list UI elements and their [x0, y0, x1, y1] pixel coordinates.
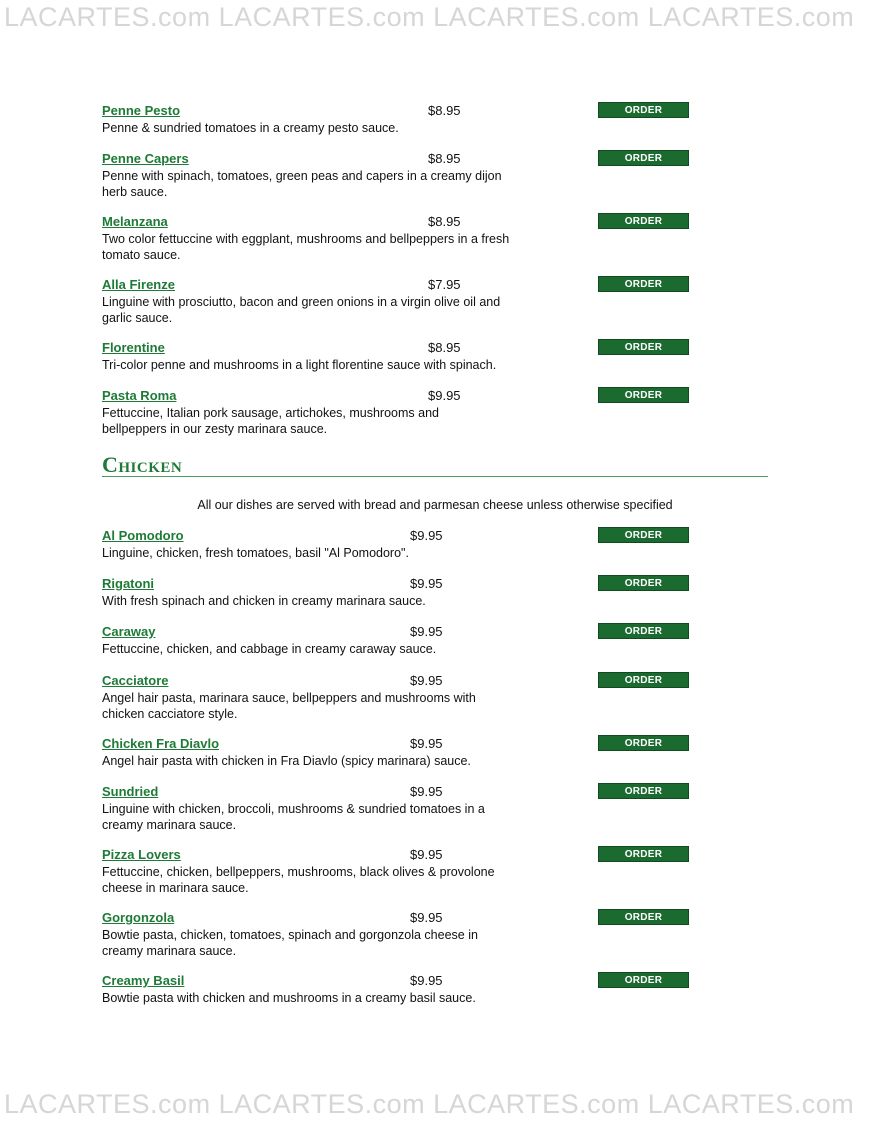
menu-item-price: $8.95	[428, 340, 461, 355]
order-button[interactable]: ORDER	[598, 972, 689, 988]
menu-item-price: $9.95	[410, 576, 443, 591]
order-button[interactable]: ORDER	[598, 623, 689, 639]
order-button[interactable]: ORDER	[598, 339, 689, 355]
section-divider	[102, 476, 768, 477]
menu-item-name[interactable]: Alla Firenze	[102, 277, 175, 292]
menu-item-description: Angel hair pasta with chicken in Fra Diavlo (spicy marinara) sauce.	[102, 754, 471, 768]
menu-item-name[interactable]: Penne Capers	[102, 151, 189, 166]
order-button[interactable]: ORDER	[598, 213, 689, 229]
order-button[interactable]: ORDER	[598, 150, 689, 166]
watermark-top: LACARTES.com LACARTES.com LACARTES.com LACARTES.com	[4, 2, 855, 32]
menu-item-price: $8.95	[428, 103, 461, 118]
watermark-bottom: LACARTES.com LACARTES.com LACARTES.com LACARTES.com	[4, 1089, 855, 1119]
menu-item-name[interactable]: Pizza Lovers	[102, 847, 181, 862]
menu-item-price: $7.95	[428, 277, 461, 292]
menu-item-name[interactable]: Florentine	[102, 340, 165, 355]
order-button[interactable]: ORDER	[598, 527, 689, 543]
order-button[interactable]: ORDER	[598, 735, 689, 751]
menu-item-name[interactable]: Pasta Roma	[102, 388, 177, 403]
menu-item-description: Linguine, chicken, fresh tomatoes, basil "Al Pomodoro".	[102, 546, 409, 560]
menu-item-description: Fettuccine, Italian pork sausage, artichokes, mushrooms and bellpeppers in our zesty marinara sauce.	[102, 406, 439, 436]
menu-item-description: Linguine with prosciutto, bacon and green onions in a virgin olive oil and garlic sauce.	[102, 295, 501, 325]
menu-item-price: $8.95	[428, 214, 461, 229]
menu-item-price: $9.95	[410, 973, 443, 988]
menu-item-description: Fettuccine, chicken, bellpeppers, mushrooms, black olives & provolone cheese in marinara sauce.	[102, 865, 495, 895]
order-button[interactable]: ORDER	[598, 846, 689, 862]
order-button[interactable]: ORDER	[598, 909, 689, 925]
menu-item-name[interactable]: Creamy Basil	[102, 973, 185, 988]
menu-item-price: $9.95	[410, 784, 443, 799]
menu-item-price: $9.95	[410, 910, 443, 925]
menu-item-price: $9.95	[410, 847, 443, 862]
menu-item-price: $9.95	[410, 673, 443, 688]
order-button[interactable]: ORDER	[598, 276, 689, 292]
menu-item-description: Penne with spinach, tomatoes, green peas and capers in a creamy dijon herb sauce.	[102, 169, 502, 199]
menu-item-name[interactable]: Chicken Fra Diavlo	[102, 736, 220, 751]
menu-item-name[interactable]: Melanzana	[102, 214, 168, 229]
menu-item-name[interactable]: Al Pomodoro	[102, 528, 184, 543]
section-title-chicken: Chicken	[102, 452, 183, 477]
menu-item-description: With fresh spinach and chicken in creamy marinara sauce.	[102, 594, 426, 608]
menu-item-description: Fettuccine, chicken, and cabbage in creamy caraway sauce.	[102, 642, 437, 656]
menu-item-description: Penne & sundried tomatoes in a creamy pesto sauce.	[102, 121, 399, 135]
menu-item-name[interactable]: Sundried	[102, 784, 159, 799]
order-button[interactable]: ORDER	[598, 387, 689, 403]
menu-item-description: Angel hair pasta, marinara sauce, bellpeppers and mushrooms with chicken cacciatore style.	[102, 691, 476, 721]
order-button[interactable]: ORDER	[598, 102, 689, 118]
menu-item-name[interactable]: Rigatoni	[102, 576, 154, 591]
order-button[interactable]: ORDER	[598, 575, 689, 591]
menu-item-name[interactable]: Caraway	[102, 624, 156, 639]
section-note: All our dishes are served with bread and parmesan cheese unless otherwise specified	[197, 498, 673, 512]
order-button[interactable]: ORDER	[598, 783, 689, 799]
menu-item-price: $9.95	[410, 528, 443, 543]
menu-item-name[interactable]: Cacciatore	[102, 673, 169, 688]
menu-item-price: $9.95	[410, 624, 443, 639]
order-button[interactable]: ORDER	[598, 672, 689, 688]
menu-item-description: Bowtie pasta, chicken, tomatoes, spinach and gorgonzola cheese in creamy marinara sauce.	[102, 928, 478, 958]
menu-item-description: Tri-color penne and mushrooms in a light florentine sauce with spinach.	[102, 358, 497, 372]
menu-item-description: Two color fettuccine with eggplant, mushrooms and bellpeppers in a fresh tomato sauce.	[102, 232, 510, 262]
menu-item-name[interactable]: Penne Pesto	[102, 103, 181, 118]
menu-item-price: $8.95	[428, 151, 461, 166]
menu-item-price: $9.95	[410, 736, 443, 751]
menu-item-price: $9.95	[428, 388, 461, 403]
menu-item-description: Bowtie pasta with chicken and mushrooms in a creamy basil sauce.	[102, 991, 476, 1005]
menu-item-description: Linguine with chicken, broccoli, mushrooms & sundried tomatoes in a creamy marinara sauce.	[102, 802, 485, 832]
menu-item-name[interactable]: Gorgonzola	[102, 910, 175, 925]
